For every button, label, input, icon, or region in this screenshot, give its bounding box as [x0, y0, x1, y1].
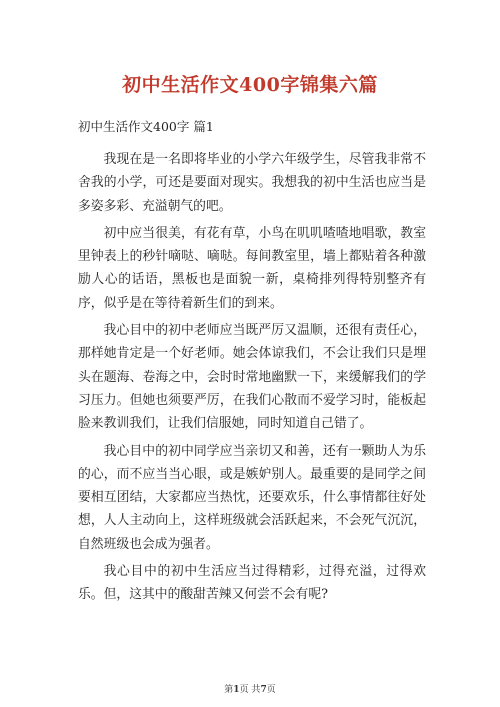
footer-prefix: 第 [224, 685, 234, 695]
paragraph-1: 我现在是一名即将毕业的小学六年级学生，尽管我非常不舍我的小学，可还是要面对现实。我想我的初中生活也应当是多姿多彩、充溢朝气的吧。 [78, 152, 426, 214]
footer-middle: 页 共 [239, 685, 261, 695]
paragraph-2: 初中应当很美，有花有草，小鸟在叽叽喳喳地唱歌，教室里钟表上的秒针嘀哒、嘀哒。每间教室里，墙上都贴着各种激励人心的话语，黑板也是面貌一新，桌椅排列得特别整齐有序，似乎是在等待着新生们的到来。 [78, 225, 426, 311]
section-heading: 初中生活作文400字 篇1 [78, 119, 214, 134]
paragraph-4: 我心目中的初中同学应当亲切又和善，还有一颗助人为乐的心，而不应当当心眼，或是嫉妒别人。最重要的是同学之间要相互团结，大家都应当热忱，还要欢乐，什么事情都往好处想，人人主动向上，这样班级就会活跃起来，不会死气沉沉，自然班级也会成为强者。 [78, 443, 426, 552]
body-text [78, 148, 426, 611]
footer-suffix: 页 [266, 685, 276, 695]
paragraph-5: 我心目中的初中生活应当过得精彩，过得充溢，过得欢乐。但，这其中的酸甜苦辣又何尝不会有呢? [78, 564, 426, 603]
footer-total-pages: 7 [260, 685, 267, 695]
document-title: 初中生活作文400字锦集六篇 [122, 74, 378, 96]
page-footer [0, 682, 500, 695]
paragraph-3: 我心目中的初中老师应当既严厉又温顺，还很有责任心，那样她肯定是一个好老师。她会体谅我们，不会让我们只是埋头在题海、卷海之中，会时时常地幽默一下，来缓解我们的学习压力。但她也须要严厉，在我们心散而不爱学习时，能板起脸来教训我们，让我们信服她，同时知道自己错了。 [78, 323, 426, 432]
footer-page-number: 1 [233, 685, 240, 695]
